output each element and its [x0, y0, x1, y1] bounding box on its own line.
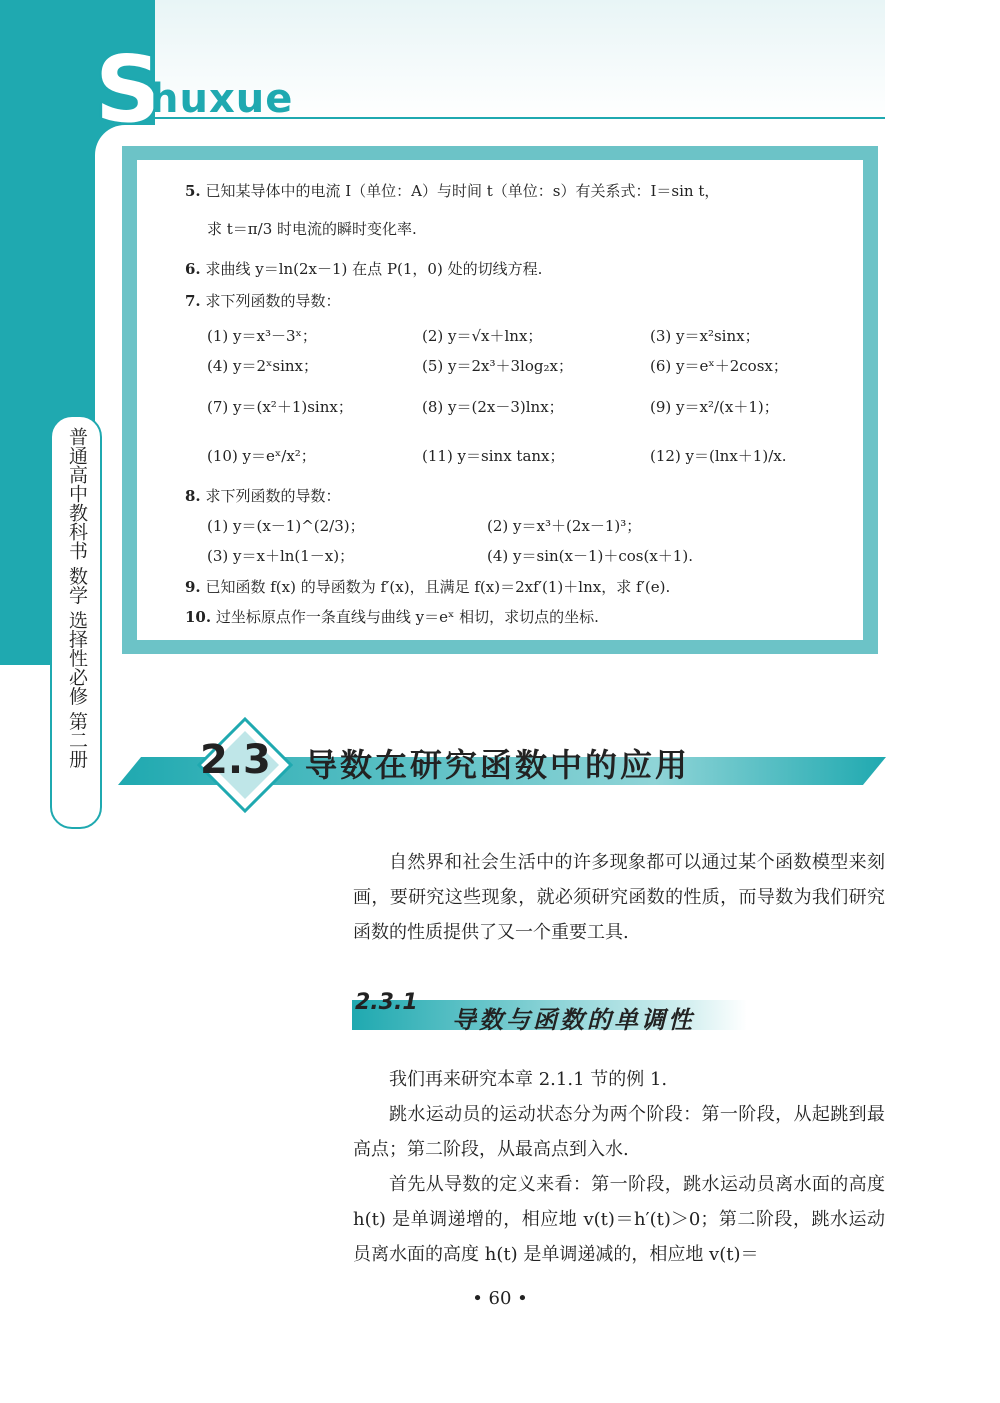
- intro-paragraph: 自然界和社会生活中的许多现象都可以通过某个函数模型来刻画，要研究这些现象，就必须研究函数的性质，而导数为我们研究函数的性质提供了又一个重要工具.: [353, 852, 885, 943]
- q7-item: (4) y＝2ˣsinx；: [207, 357, 319, 375]
- exercise-text: 已知函数 f(x) 的导函数为 f′(x)，且满足 f(x)＝2xf′(1)＋lnx，求 f′(e).: [205, 578, 671, 596]
- exercise-number: 8.: [185, 487, 201, 505]
- exercise-5-line2: 求 t＝π/3 时电流的瞬时变化率.: [207, 220, 417, 238]
- exercise-10: [185, 606, 599, 627]
- body-paragraph: 首先从导数的定义来看：第一阶段，跳水运动员离水面的高度 h(t) 是单调递增的，相应地 v(t)＝h′(t)＞0；第二阶段，跳水运动员离水面的高度 h(t) 是单调递减的，相应地 v(t)＝: [353, 1174, 885, 1265]
- q7-item: (11) y＝sinx tanx；: [422, 447, 565, 465]
- q7-item: (2) y＝√x＋lnx；: [422, 327, 543, 345]
- exercise-number: 7.: [185, 292, 201, 310]
- exercise-number: 10.: [185, 608, 212, 626]
- exercise-8: [185, 485, 340, 506]
- exercise-7: [185, 290, 340, 311]
- exercise-text: 求曲线 y＝ln(2x－1) 在点 P(1，0) 处的切线方程.: [205, 260, 543, 278]
- logo-initial: S: [95, 36, 162, 143]
- q7-item: (6) y＝eˣ＋2cosx；: [650, 357, 788, 375]
- q7-item: (10) y＝eˣ/x²；: [207, 447, 316, 465]
- exercise-number: 5.: [185, 182, 201, 200]
- page-number: • 60 •: [472, 1288, 528, 1309]
- exercise-number: 6.: [185, 260, 201, 278]
- subsection-number: 2.3.1: [355, 990, 418, 1015]
- q7-item: (1) y＝x³－3ˣ；: [207, 327, 317, 345]
- exercise-text: 求下列函数的导数：: [205, 487, 341, 505]
- exercise-text: 过坐标原点作一条直线与曲线 y＝eˣ 相切，求切点的坐标.: [215, 608, 599, 626]
- q7-item: (7) y＝(x²＋1)sinx；: [207, 398, 353, 416]
- q8-item: (2) y＝x³＋(2x－1)³；: [487, 517, 642, 535]
- q8-item: (4) y＝sin(x－1)＋cos(x＋1).: [487, 547, 693, 565]
- q7-item: (9) y＝x²/(x＋1)；: [650, 398, 779, 416]
- exercise-9: [185, 576, 670, 597]
- q7-item: (8) y＝(2x－3)lnx；: [422, 398, 564, 416]
- body-paragraph: 跳水运动员的运动状态分为两个阶段：第一阶段，从起跳到最高点；第二阶段，从最高点到入水.: [353, 1104, 885, 1160]
- side-book-label-text: 普通高中教科书 数学 选择性必修 第二册: [66, 427, 88, 769]
- body-paragraph: 我们再来研究本章 2.1.1 节的例 1.: [389, 1069, 668, 1090]
- q7-item: (12) y＝(lnx＋1)/x.: [650, 447, 787, 465]
- logo-text: huxue: [150, 76, 294, 122]
- exercise-6: [185, 258, 542, 279]
- subsection-title: 导数与函数的单调性: [452, 1005, 695, 1034]
- q8-item: (1) y＝(x－1)^(2/3)；: [207, 517, 365, 535]
- q7-item: (3) y＝x²sinx；: [650, 327, 760, 345]
- exercise-text: 已知某导体中的电流 I（单位：A）与时间 t（单位：s）有关系式：I＝sin t，: [205, 182, 720, 200]
- q7-item: (5) y＝2x³＋3log₂x；: [422, 357, 573, 375]
- side-book-label: [50, 415, 102, 829]
- exercise-5-line1: [185, 180, 719, 201]
- exercise-text: 求下列函数的导数：: [205, 292, 341, 310]
- section-title: 导数在研究函数中的应用: [305, 746, 691, 784]
- q8-item: (3) y＝x＋ln(1－x)；: [207, 547, 355, 565]
- exercise-number: 9.: [185, 578, 201, 596]
- section-number: 2.3: [200, 737, 271, 783]
